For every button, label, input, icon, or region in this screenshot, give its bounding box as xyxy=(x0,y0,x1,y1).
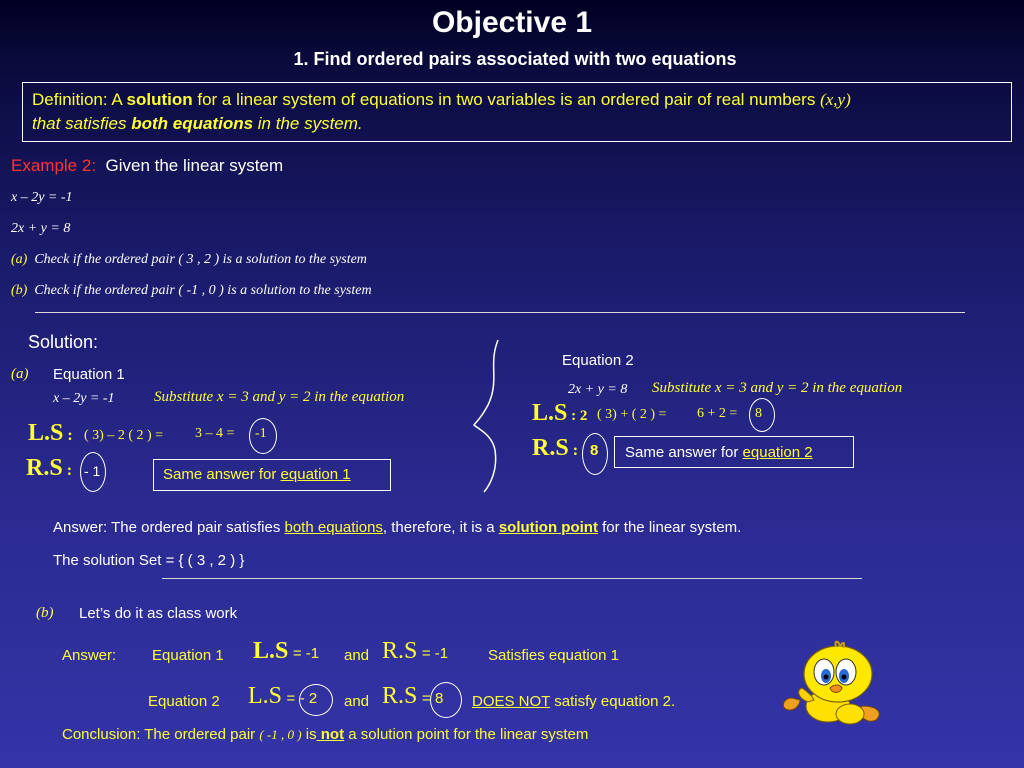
divider-bottom xyxy=(162,578,862,579)
equation-2-link[interactable]: equation 2 xyxy=(742,444,813,461)
partb-ls1: L.S = -1 xyxy=(253,638,320,664)
same-answer-2: Same answer for equation 2 xyxy=(625,444,813,461)
example-part-a: (a) Check if the ordered pair ( 3 , 2 ) is a solution to the system xyxy=(11,252,367,267)
definition-solution: solution xyxy=(126,90,193,109)
rs2-label: R.S : xyxy=(532,435,579,461)
example-heading xyxy=(11,156,283,176)
partb-eq2: Equation 2 xyxy=(148,693,220,710)
solution-a-label: (a) xyxy=(11,366,29,382)
brace-divider xyxy=(470,335,520,500)
partb-rs2: R.S = 8 xyxy=(382,683,444,709)
partb-label: (b) xyxy=(36,605,54,621)
ls2-circle xyxy=(749,398,775,432)
partb-not-satisfy: DOES NOT satisfy equation 2. xyxy=(472,693,676,710)
page-title: Objective 1 xyxy=(431,6,593,39)
ls2-expression: ( 3) + ( 2 ) = xyxy=(597,407,667,422)
definition-line-2: that satisfies both equations in the system. xyxy=(32,114,363,133)
ls1-value: -1 xyxy=(255,426,267,441)
eq1-substitute: Substitute x = 3 and y = 2 in the equation xyxy=(154,389,405,405)
conclusion: Conclusion: The ordered pair ( -1 , 0 ) is not a solution point for the linear system xyxy=(62,726,589,743)
solution-set: The solution Set = { ( 3 , 2 ) } xyxy=(53,552,245,569)
ls1-expression: ( 3) – 2 ( 2 ) = xyxy=(84,428,164,443)
rs1-value: - 1 xyxy=(84,463,101,479)
eq1-title: Equation 1 xyxy=(53,366,125,383)
page-subtitle: 1. Find ordered pairs associated with two equations xyxy=(293,49,737,69)
tweety-bird-icon xyxy=(778,640,896,732)
definition-both: both equations xyxy=(131,114,254,133)
partb-and-1: and xyxy=(344,647,370,664)
partb-and-2: and xyxy=(344,693,370,710)
ls1-label: L.S : xyxy=(28,420,73,446)
ls2-value: 8 xyxy=(755,406,762,421)
example-text: Given the linear system xyxy=(105,156,284,175)
example-eq2: 2x + y = 8 xyxy=(11,221,71,236)
eq2-equation: 2x + y = 8 xyxy=(568,382,628,397)
equation-1-link[interactable]: equation 1 xyxy=(280,466,351,483)
partb-ls2-circle xyxy=(299,684,333,716)
partb-answer-label: Answer: xyxy=(62,647,117,664)
partb-satisfies: Satisfies equation 1 xyxy=(488,647,619,664)
ls2-label: L.S : 2 xyxy=(532,400,588,426)
eq2-substitute: Substitute x = 3 and y = 2 in the equation xyxy=(652,380,903,396)
rs1-label: R.S : xyxy=(26,455,73,481)
example-part-b: (b) Check if the ordered pair ( -1 , 0 ) is a solution to the system xyxy=(11,283,372,298)
partb-text: Let’s do it as class work xyxy=(79,605,238,622)
solution-heading: Solution: xyxy=(28,332,99,352)
example-eq1: x – 2y = -1 xyxy=(11,190,73,205)
partb-rs2-circle xyxy=(430,682,462,718)
partb-eq1: Equation 1 xyxy=(152,647,224,664)
partb-rs1: R.S = -1 xyxy=(382,638,449,664)
divider-top xyxy=(35,312,965,313)
ls1-calc: 3 – 4 = xyxy=(195,426,235,441)
example-label: Example 2: xyxy=(11,156,97,175)
ls2-calc: 6 + 2 = xyxy=(697,406,738,421)
eq1-equation: x – 2y = -1 xyxy=(53,391,115,406)
eq2-title: Equation 2 xyxy=(562,352,634,369)
definition-line-1: Definition: A solution for a linear system of equations in two variables is an ordered pair of real numbers (x,y) xyxy=(32,90,851,109)
definition-xy: (x,y) xyxy=(820,90,851,109)
rs2-value: 8 xyxy=(590,442,599,459)
answer-a: Answer: The ordered pair satisfies both equations, therefore, it is a solution point for the linear system. xyxy=(53,519,742,536)
same-answer-1: Same answer for equation 1 xyxy=(163,466,351,483)
partb-ls2: L.S = - 2 xyxy=(248,683,318,709)
